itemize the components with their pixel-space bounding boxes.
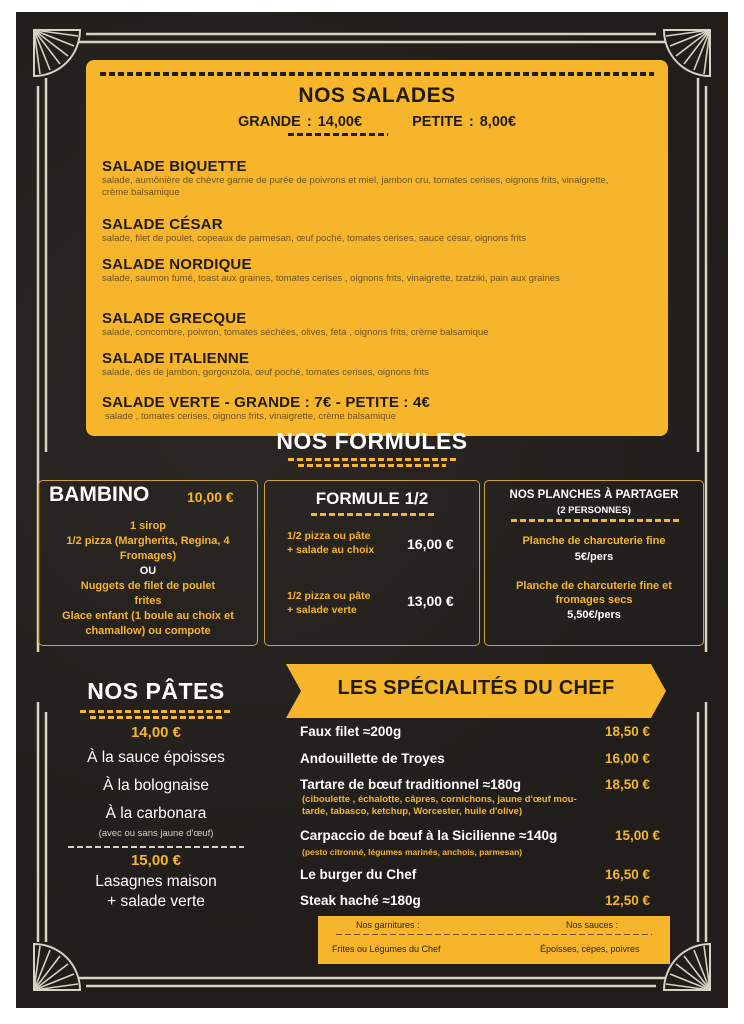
planches-line: Planche de charcuterie fine et — [516, 580, 672, 592]
bambino-line: Fromages) — [119, 550, 177, 562]
pates-item: À la carbonara — [105, 805, 207, 822]
bambino-line: Glace enfant (1 boule au choix et — [62, 610, 234, 622]
salad-desc: salade , tomates cerises, oignons frits, vinaigrette, crème balsamique — [105, 411, 396, 422]
salad-item-nordique — [102, 256, 612, 285]
bambino-line: 1 sirop — [129, 520, 167, 532]
salad-name: SALADE GRECQUE — [102, 310, 247, 327]
salad-name: SALADE NORDIQUE — [102, 256, 252, 273]
formule-half-name: FORMULE 1/2 — [315, 489, 429, 508]
salads-title: NOS SALADES — [298, 84, 456, 107]
garnish-divider — [336, 934, 652, 935]
pates-item: À la sauce époisses — [87, 749, 225, 766]
dashed-divider-top — [100, 72, 654, 76]
formule-half-opt2 — [287, 589, 370, 617]
salad-desc: salade, filet de poulet, copeaux de parmesan, œuf poché, tomates cerises, sauce césar, oignons frits — [102, 233, 527, 244]
chef-item-name: Le burger du Chef — [300, 867, 417, 882]
pates-item: + salade verte — [107, 893, 205, 910]
salad-item-verte — [102, 394, 612, 423]
salad-desc: salade, saumon fumé, toast aux graines, tomates cerises , oignons frits, vinaigrette, tzatziki, pain aux graines — [102, 273, 560, 284]
pates-price-2: 15,00 € — [130, 852, 182, 869]
bambino-line: OU — [139, 565, 157, 577]
salad-item-italienne — [102, 350, 612, 379]
formule-half-underline — [311, 513, 435, 516]
chef-item-desc — [302, 794, 642, 818]
menu-page — [16, 12, 728, 1008]
dashed-divider-prices — [288, 133, 388, 136]
bambino-line: 1/2 pizza (Margherita, Regina, 4 — [66, 535, 230, 547]
corner-ornament-top-left — [30, 26, 84, 80]
salad-item-biquette — [102, 158, 612, 199]
formules-underline — [288, 458, 456, 461]
pates-underline-2 — [90, 716, 222, 719]
planches-name: NOS PLANCHES À PARTAGER — [509, 489, 679, 501]
planches-line: fromages secs — [555, 594, 633, 606]
pates-item-note: (avec ou sans jaune d'œuf) — [98, 828, 214, 839]
pates-list — [56, 722, 256, 840]
planches-item1: Planche de charcuterie fine — [522, 535, 666, 547]
pates-list-2 — [56, 850, 256, 912]
salad-name: SALADE ITALIENNE — [102, 350, 250, 367]
corner-ornament-top-right — [660, 26, 714, 80]
salads-panel — [88, 62, 666, 434]
chef-item-desc-line: (pesto citronné, légumes marinés, anchois, parmesan) — [302, 847, 523, 857]
garnitures-text: Frites ou Légumes du Chef — [332, 944, 441, 954]
salad-name: SALADE BIQUETTE — [102, 158, 247, 175]
bambino-line: frites — [134, 595, 162, 607]
chef-item-desc — [302, 846, 642, 858]
salad-desc: salade, aumônière de chèvre garnie de purée de poivrons et miel, jambon cru, tomates cerises, oignons frits, vinaigrette, crème balsamique — [102, 175, 609, 198]
chef-item-desc-line: (ciboulette , échalotte, câpres, cornichons, jaune d'œuf mou- — [302, 794, 577, 805]
chef-title: LES SPÉCIALITÉS DU CHEF — [337, 677, 615, 699]
chef-item-price: 15,00 € — [614, 828, 660, 843]
formule-half-line: 1/2 pizza ou pâte — [287, 590, 371, 602]
salad-desc: salade, concombre, poivron, tomates séchées, olives, feta , oignons frits, crème balsamique — [102, 327, 489, 338]
planches-box — [484, 480, 704, 646]
chef-item-name: Carpaccio de bœuf à la Sicilienne ≈140g — [300, 828, 558, 843]
bambino-line: Nuggets de filet de poulet — [80, 580, 216, 592]
salad-item-cesar — [102, 216, 612, 245]
garnitures-title: Nos garnitures : — [356, 920, 420, 930]
formule-half-box — [264, 480, 480, 646]
sauces-text: Époisses, cèpes, poivres — [540, 944, 640, 954]
price-large: GRANDE : 14,00€ — [237, 114, 363, 130]
chef-item-name: Faux filet ≈200g — [300, 724, 402, 739]
formule-half-opt1 — [287, 529, 374, 557]
salads-prices — [88, 114, 666, 130]
corner-ornament-bottom-left — [30, 940, 84, 994]
planches-item2-price: 5,50€/pers — [567, 609, 621, 621]
formules-title: NOS FORMULES — [276, 428, 468, 454]
pates-title: NOS PÂTES — [87, 678, 225, 704]
bambino-line: chamallow) ou compote — [85, 625, 211, 637]
formule-half-line: + salade verte — [287, 604, 357, 616]
planches-item2 — [485, 579, 703, 607]
planches-item1-price: 5€/pers — [574, 551, 614, 563]
salad-item-grecque — [102, 310, 612, 339]
formules-underline-2 — [298, 464, 446, 467]
pates-item: Lasagnes maison — [95, 873, 217, 890]
pates-item: À la bolognaise — [103, 777, 209, 794]
planches-underline — [511, 519, 679, 522]
pates-divider — [68, 846, 244, 848]
bambino-price: 10,00 € — [187, 489, 234, 505]
garnish-panel — [318, 916, 670, 964]
chef-item-name: Tartare de bœuf traditionnel ≈180g — [300, 777, 521, 792]
formule-half-line: + salade au choix — [287, 544, 375, 556]
bambino-name: BAMBINO — [49, 483, 150, 506]
salad-name: SALADE VERTE - GRANDE : 7€ - PETITE : 4€ — [102, 394, 431, 411]
sauces-title: Nos sauces : — [566, 920, 619, 930]
formule-half-opt2-price: 13,00 € — [407, 593, 454, 609]
bambino-details — [39, 519, 257, 639]
salad-name: SALADE CÉSAR — [102, 216, 223, 233]
salad-desc: salade, dés de jambon, gorgonzola, œuf poché, tomates cerises, oignons frits — [102, 367, 429, 378]
formule-half-opt1-price: 16,00 € — [407, 536, 454, 552]
chef-item-price: 18,50 € — [604, 777, 650, 792]
chef-item-price: 16,00 € — [604, 751, 650, 766]
price-small: PETITE : 8,00€ — [412, 114, 517, 130]
chef-item-price: 16,50 € — [604, 867, 650, 882]
pates-price-1: 14,00 € — [130, 724, 182, 741]
pates-underline — [80, 710, 232, 713]
planches-sub: (2 PERSONNES) — [557, 505, 631, 516]
chef-item-desc-line: tarde, tabasco, ketchup, Worcester, huile d'olive) — [302, 806, 523, 817]
chef-item-name: Andouillette de Troyes — [300, 751, 445, 766]
formule-half-line: 1/2 pizza ou pâte — [287, 530, 371, 542]
chef-item-name: Steak haché ≈180g — [300, 893, 421, 908]
bambino-box — [38, 480, 258, 646]
chef-item-price: 18,50 € — [604, 724, 650, 739]
chef-item-price: 12,50 € — [604, 893, 650, 908]
